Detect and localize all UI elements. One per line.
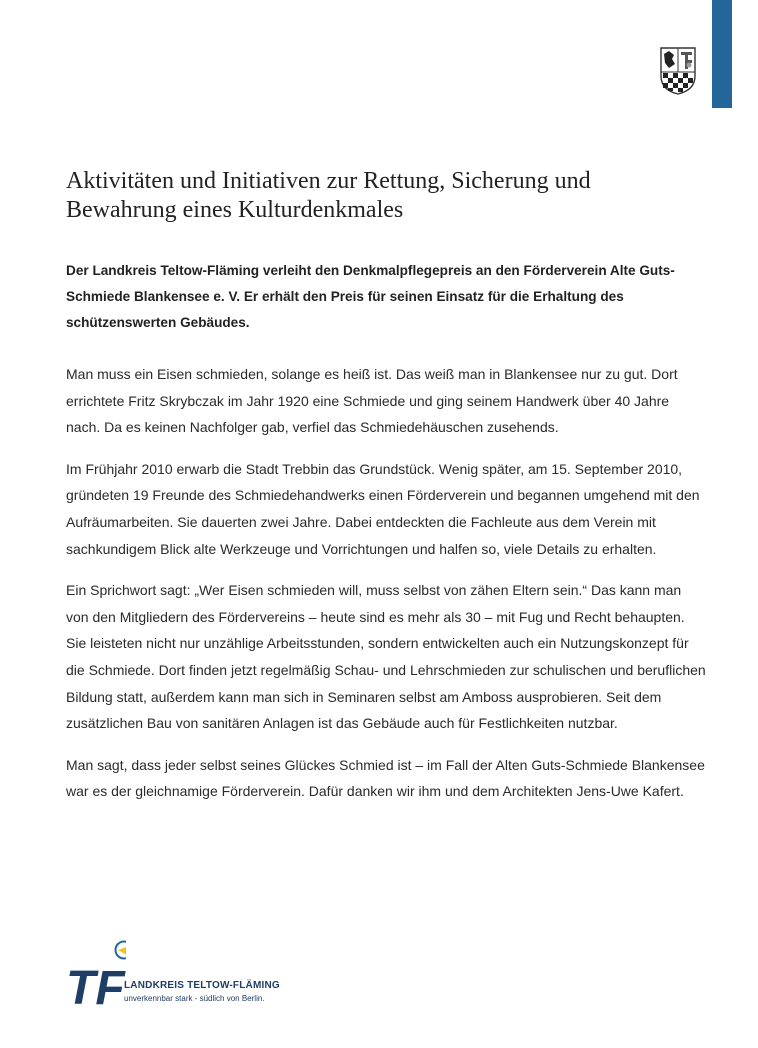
logo-lettering: TF: [66, 962, 125, 1008]
org-name: LANDKREIS TELTOW-FLÄMING: [124, 980, 280, 991]
paragraph: Im Frühjahr 2010 erwarb die Stadt Trebbin das Grundstück. Wenig später, am 15. September 2010, gründeten 19 Freunde des Schmiedehandwerks einen Förderverein und begannen umgehend mit den Aufräumarbeiten. Sie dauerten zwei Jahre. Dabei entdeckten die Fachleute aus dem Verein mit sachkundigem Blick alte Werkzeuge und Vorrichtungen und halfen so, viele Details zu erhalten.: [66, 460, 700, 557]
tf-logo-icon: [66, 940, 126, 1008]
paragraph: Man sagt, dass jeder selbst seines Glückes Schmied ist – im Fall der Alten Guts-Schmiede Blankensee war es der gleichnamige Förderverein. Dafür danken wir ihm und dem Architekten Jens-Uwe Kafert.: [66, 756, 705, 800]
page-title: Aktivitäten und Initiativen zur Rettung, Sicherung und Bewahrung eines Kulturdenkmales: [66, 168, 591, 223]
footer-logo: [66, 940, 296, 1010]
article-body: [66, 361, 706, 820]
lead-paragraph: Der Landkreis Teltow-Fläming verleiht den Denkmalpflegepreis an den Förderverein Alte Guts-Schmiede Blankensee e. V. Er erhält den Preis für seinen Einsatz für die Erhaltung des schützenswerten Gebäudes.: [66, 263, 675, 330]
accent-bar: [712, 0, 732, 108]
coat-of-arms-icon: [659, 46, 697, 96]
org-slogan: unverkennbar stark - südlich von Berlin.: [124, 994, 265, 1003]
paragraph: Ein Sprichwort sagt: „Wer Eisen schmieden will, muss selbst von zähen Eltern sein.“ Das kann man von den Mitgliedern des Fördervereins – heute sind es mehr als 30 – mit Fug und Recht behaupten. Sie leisteten nicht nur unzählige Arbeitsstunden, sondern entwickelten auch ein Nutzungskonzept für die Schmiede. Dort finden jetzt regelmäßig Schau- und Lehrschmieden zur schulischen und beruflichen Bildung statt, außerdem kann man sich in Seminaren selbst am Amboss ausprobieren. Seit dem zusätzlichen Bau von sanitären Anlagen ist das Gebäude auch für Festlichkeiten nutzbar.: [66, 582, 706, 732]
paragraph: Man muss ein Eisen schmieden, solange es heiß ist. Das weiß man in Blankensee nur zu gut. Dort errichtete Fritz Skrybczak im Jahr 1920 eine Schmiede und ging seinem Handwerk über 40 Jahre nach. Da es keinen Nachfolger gab, verfiel das Schmiedehäuschen zusehends.: [66, 366, 678, 436]
